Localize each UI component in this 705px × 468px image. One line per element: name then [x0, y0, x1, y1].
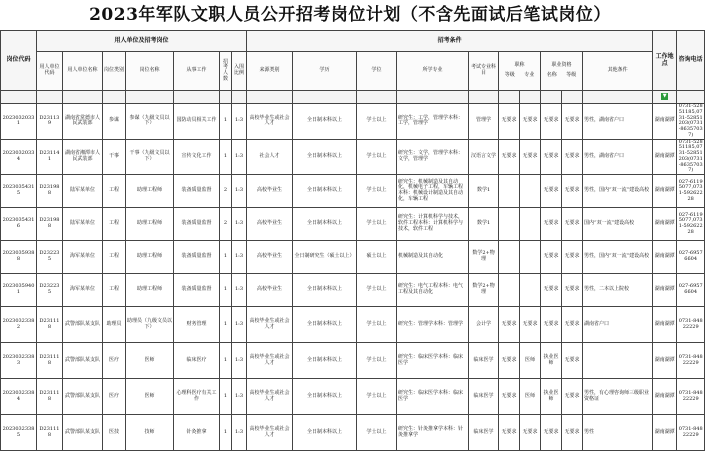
qual-grade-cell: 无要求	[562, 208, 583, 241]
post-class-cell: 参谋	[103, 104, 126, 140]
major-cell: 机械制造及其自动化	[397, 241, 469, 274]
title-major-cell	[520, 274, 541, 307]
header-work-location: 工作地点	[653, 31, 677, 91]
filter-cell-code	[1, 91, 37, 104]
work-content-cell: 装备质量监督	[174, 241, 220, 274]
work-content-cell: 装备质量监督	[174, 274, 220, 307]
unit-name-cell: 海军某单位	[63, 241, 103, 274]
table-row	[1, 343, 705, 379]
unit-name-cell: 陆军某单位	[63, 208, 103, 241]
title-level-cell: 无要求	[499, 139, 520, 175]
post-name-cell: 助理工程师	[126, 208, 174, 241]
filter-cell	[247, 91, 293, 104]
unit-code-cell: D231141	[37, 139, 63, 175]
post-name-cell: 助理工程师	[126, 241, 174, 274]
header-other: 其他条件	[583, 52, 653, 91]
header-recruit-count: 招考人数	[220, 52, 232, 91]
post-class-cell: 医疗	[103, 379, 126, 415]
header-degree: 学位	[357, 52, 397, 91]
source-cell: 高校毕业生或社会人才	[247, 415, 293, 451]
recruit-count-cell: 1	[220, 343, 232, 379]
post-class-cell: 医疗	[103, 343, 126, 379]
post-code-cell: 20230323385	[1, 415, 37, 451]
header-unit-group: 用人单位及招考岗位	[37, 31, 247, 52]
filter-cell	[677, 91, 705, 104]
title-level-cell: 无要求	[499, 104, 520, 140]
qual-grade-cell: 无要求	[562, 379, 583, 415]
header-post-name: 岗位名称	[126, 52, 174, 91]
qual-grade-cell: 无要求	[562, 343, 583, 379]
degree-cell: 硕士以上	[357, 241, 397, 274]
post-code-cell: 20230359388	[1, 241, 37, 274]
post-code-cell: 20230323382	[1, 307, 37, 343]
location-cell: 湖南湖潭	[653, 104, 677, 140]
location-cell: 湖南湖潭	[653, 307, 677, 343]
work-content-cell: 针灸推拿	[174, 415, 220, 451]
education-cell: 全日制本科以上	[293, 104, 357, 140]
title-major-cell: 无要求	[520, 104, 541, 140]
header-work-content: 从事工作	[174, 52, 220, 91]
title-level-cell	[499, 208, 520, 241]
qual-name-cell: 无要求	[541, 415, 562, 451]
title-major-cell: 无要求	[520, 307, 541, 343]
source-cell: 高校毕业生或社会人才	[247, 104, 293, 140]
source-cell: 高校毕业生	[247, 208, 293, 241]
post-name-cell: 助理员（九级文员以下）	[126, 307, 174, 343]
recruitment-table	[0, 30, 705, 451]
header-title-group	[499, 52, 541, 91]
unit-code-cell: D231118	[37, 415, 63, 451]
degree-cell: 学士以上	[357, 139, 397, 175]
table-row	[1, 274, 705, 307]
recruit-count-cell: 1	[220, 379, 232, 415]
table-row	[1, 208, 705, 241]
work-content-cell: 装备质量监督	[174, 175, 220, 208]
unit-name-cell: 湖南省湘潭市人民武装部	[63, 139, 103, 175]
header-exam-group: 招考条件	[247, 31, 653, 52]
filter-cell	[103, 91, 126, 104]
location-cell: 湖南湖潭	[653, 274, 677, 307]
phone-cell: 0731-84822229	[677, 415, 705, 451]
unit-name-cell: 陆军某单位	[63, 175, 103, 208]
qual-grade-cell: 无要求	[562, 415, 583, 451]
phone-cell: 0731-52851185,0731-52851203(0731-86357037)	[678, 103, 703, 138]
qual-grade-cell: 无要求	[562, 274, 583, 307]
filter-cell-location	[653, 91, 677, 104]
title-level-cell	[499, 274, 520, 307]
header-post-class: 岗位类别	[103, 52, 126, 91]
post-name-cell: 干事（九级文员以下）	[126, 139, 174, 175]
recruit-count-cell: 1	[220, 307, 232, 343]
education-cell: 全日制本科以上	[293, 307, 357, 343]
post-code-cell: 20230354316	[1, 208, 37, 241]
phone-cell: 0731-52851185,0731-52851203(0731-86357037)	[678, 138, 703, 174]
recruit-count-cell: 1	[220, 274, 232, 307]
header-qual-name: 名称	[546, 72, 557, 78]
title-level-cell: 无要求	[499, 415, 520, 451]
post-name-cell: 助理工程师	[126, 274, 174, 307]
degree-cell: 学士以上	[357, 307, 397, 343]
source-cell: 高校毕业生或社会人才	[247, 343, 293, 379]
exam-subject-cell: 数学1	[469, 208, 499, 241]
filter-row	[1, 91, 705, 104]
major-cell: 研究生：临床医学本科：临床医学	[397, 343, 469, 379]
unit-name-cell: 武警部队某支队	[63, 379, 103, 415]
title-major-cell: 无要求	[520, 139, 541, 175]
title-level-cell: 无要求	[499, 307, 520, 343]
header-unit-code: 用人单位代码	[37, 52, 63, 91]
filter-cell	[293, 91, 357, 104]
work-content-cell: 国防动员相关工作	[174, 104, 220, 140]
header-interview-ratio: 入围比例	[232, 52, 247, 91]
phone-cell: 027-69576604	[677, 274, 705, 307]
ratio-cell: 1:3	[232, 415, 247, 451]
degree-cell: 学士以上	[357, 175, 397, 208]
qual-grade-cell: 无要求	[562, 241, 583, 274]
major-cell: 研究生：文学，管理学本科：文学，管理学	[397, 139, 469, 175]
work-content-cell: 临床医疗	[174, 343, 220, 379]
degree-cell: 学士以上	[357, 104, 397, 140]
education-cell: 全日制本科以上	[293, 274, 357, 307]
major-cell: 研究生：针灸推拿学本科：针灸推拿学	[397, 415, 469, 451]
filter-cell	[397, 91, 469, 104]
filter-cell	[562, 91, 583, 104]
qual-name-cell: 无要求	[541, 241, 562, 274]
other-cell: 男性，有心理咨询师三级职业资格证	[583, 379, 653, 415]
degree-cell: 学士以上	[357, 208, 397, 241]
post-code-cell: 20230323383	[1, 343, 37, 379]
exam-subject-cell: 数学2+物理	[469, 241, 499, 274]
unit-code-cell: D231988	[37, 175, 63, 208]
title-level-cell	[499, 241, 520, 274]
table-row	[1, 415, 705, 451]
source-cell: 高校毕业生	[247, 175, 293, 208]
major-cell: 研究生：机械制造及其自动化，机械电子工程，车辆工程本科：机械设计制造及其自动化，车辆工程	[397, 175, 469, 208]
ratio-cell: 1:3	[232, 343, 247, 379]
unit-name-cell: 海军某单位	[63, 274, 103, 307]
unit-name-cell: 武警部队某支队	[63, 415, 103, 451]
post-name-cell: 技师	[126, 415, 174, 451]
exam-subject-cell: 临床医学	[469, 415, 499, 451]
post-code-cell: 20230320334	[1, 139, 37, 175]
exam-subject-cell: 临床医学	[469, 343, 499, 379]
qual-name-cell: 无要求	[541, 104, 562, 140]
title-major-cell	[520, 175, 541, 208]
post-name-cell: 医师	[126, 379, 174, 415]
exam-subject-cell: 临床医学	[469, 379, 499, 415]
title-major-cell	[520, 241, 541, 274]
post-code-cell: 20230354315	[1, 175, 37, 208]
header-row-fields	[1, 52, 705, 91]
education-cell: 全日制本科以上	[293, 415, 357, 451]
title-major-cell: 无要求	[520, 415, 541, 451]
table-row	[1, 379, 705, 415]
location-cell: 湖南湖潭	[653, 343, 677, 379]
title-major-cell	[520, 208, 541, 241]
page-title: 2023年军队文职人员公开招考岗位计划（不含先面试后笔试岗位）	[89, 5, 611, 25]
major-cell: 研究生：电气工程本科：电气工程及其自动化	[397, 274, 469, 307]
filter-cell	[357, 91, 397, 104]
phone-cell: 0731-84822229	[677, 379, 705, 415]
header-source: 来源类别	[247, 52, 293, 91]
source-cell: 高校毕业生或社会人才	[247, 379, 293, 415]
education-cell: 全日制本科以上	[293, 139, 357, 175]
unit-code-cell: D232235	[37, 241, 63, 274]
exam-subject-cell: 会计学	[469, 307, 499, 343]
title-major-cell: 医师	[520, 379, 541, 415]
post-class-cell: 干事	[103, 139, 126, 175]
unit-code-cell: D231139	[37, 104, 63, 140]
work-content-cell: 宣传文化工作	[174, 139, 220, 175]
unit-code-cell: D231118	[37, 343, 63, 379]
phone-cell: 027-61195077,0731-59262228	[677, 208, 705, 241]
filter-cell	[541, 91, 562, 104]
education-cell: 全日制研究生（硕士以上）	[293, 241, 357, 274]
major-cell: 研究生：计算机科学与技术，软件工程本科：计算机科学与技术，软件工程	[397, 208, 469, 241]
other-cell	[583, 343, 653, 379]
title-major-cell: 医师	[520, 343, 541, 379]
qual-name-cell: 无要求	[541, 274, 562, 307]
qual-name-cell: 无要求	[541, 307, 562, 343]
other-cell: 男性，国内“双一流”建设高校	[583, 241, 653, 274]
recruit-count-cell: 1	[220, 139, 232, 175]
source-cell: 社会人才	[247, 139, 293, 175]
header-post-code: 岗位代码	[1, 31, 37, 91]
header-contact-phone: 咨询电话	[677, 31, 705, 91]
recruit-count-cell: 1	[220, 104, 232, 140]
degree-cell: 学士以上	[357, 415, 397, 451]
table-body	[1, 104, 705, 451]
location-cell: 湖南湖潭	[653, 415, 677, 451]
header-qual-group	[541, 52, 583, 91]
table-row	[1, 307, 705, 343]
ratio-cell: 1:3	[232, 104, 247, 140]
qual-grade-cell: 无要求	[562, 175, 583, 208]
post-code-cell: 20230359401	[1, 274, 37, 307]
header-title-level: 等级	[504, 72, 515, 78]
qual-name-cell: 执业医师	[541, 343, 562, 379]
post-name-cell: 参谋（九级文员以下）	[126, 104, 174, 140]
filter-cell	[520, 91, 541, 104]
other-cell: 男性，国内“双一流”建设高校	[583, 175, 653, 208]
table-row	[1, 104, 705, 140]
header-unit-name: 用人单位名称	[63, 52, 103, 91]
title-level-cell: 无要求	[499, 343, 520, 379]
unit-code-cell: D232235	[37, 274, 63, 307]
unit-name-cell: 武警部队某支队	[63, 307, 103, 343]
filter-cell	[469, 91, 499, 104]
phone-cell: 0731-84822229	[677, 307, 705, 343]
table-row	[1, 241, 705, 274]
recruit-count-cell: 1	[220, 241, 232, 274]
recruit-count-cell: 1	[220, 415, 232, 451]
phone-cell: 027-61195077,0731-59262228	[677, 175, 705, 208]
qual-grade-cell: 无要求	[562, 104, 583, 140]
header-row-groups	[1, 31, 705, 52]
source-cell: 高校毕业生	[247, 274, 293, 307]
ratio-cell: 1:3	[232, 208, 247, 241]
filter-cell	[37, 91, 63, 104]
major-cell: 研究生：工学，管理学本科：工学，管理学	[397, 104, 469, 140]
ratio-cell: 1:3	[232, 175, 247, 208]
work-content-cell: 心理科医疗有关工作	[174, 379, 220, 415]
ratio-cell: 1:3	[232, 241, 247, 274]
degree-cell: 学士以上	[357, 343, 397, 379]
other-cell: 湖南省户口	[583, 307, 653, 343]
post-class-cell: 工程	[103, 208, 126, 241]
filter-cell	[232, 91, 247, 104]
header-education: 学历	[293, 52, 357, 91]
source-cell: 高校毕业生	[247, 241, 293, 274]
exam-subject-cell: 数学2+物理	[469, 274, 499, 307]
unit-name-cell: 湖南省常德市人民武装部	[63, 104, 103, 140]
exam-subject-cell: 管理学	[469, 104, 499, 140]
filter-cell	[220, 91, 232, 104]
unit-name-cell: 武警部队某支队	[63, 343, 103, 379]
header-major: 所学专业	[397, 52, 469, 91]
post-code-cell: 20230323384	[1, 379, 37, 415]
filter-cell	[63, 91, 103, 104]
header-title-label: 职称	[514, 62, 525, 69]
education-cell: 全日制本科以上	[293, 343, 357, 379]
education-cell: 全日制本科以上	[293, 208, 357, 241]
unit-code-cell: D231988	[37, 208, 63, 241]
other-cell: 国内“双一流”建设高校	[583, 208, 653, 241]
ratio-cell: 1:3	[232, 307, 247, 343]
table-row	[1, 139, 705, 175]
location-cell: 湖南湖潭	[653, 241, 677, 274]
work-content-cell: 装备质量监督	[174, 208, 220, 241]
work-content-cell: 财务管理	[174, 307, 220, 343]
qual-grade-cell: 无要求	[562, 307, 583, 343]
unit-code-cell: D231118	[37, 379, 63, 415]
exam-subject-cell: 数学1	[469, 175, 499, 208]
unit-code-cell: D231118	[37, 307, 63, 343]
filter-cell	[126, 91, 174, 104]
other-cell: 男性，二本以上院校	[583, 274, 653, 307]
qual-name-cell: 执业医师	[541, 379, 562, 415]
header-qual-grade: 等级	[566, 72, 577, 78]
degree-cell: 学士以上	[357, 379, 397, 415]
location-cell: 湖南湖潭	[653, 208, 677, 241]
education-cell: 全日制本科以上	[293, 379, 357, 415]
qual-name-cell: 无要求	[541, 175, 562, 208]
post-class-cell: 工程	[103, 274, 126, 307]
table-row	[1, 175, 705, 208]
title-level-cell	[499, 175, 520, 208]
other-cell: 男性，湖南省户口	[583, 139, 653, 175]
recruit-count-cell: 2	[220, 208, 232, 241]
title-level-cell: 无要求	[499, 379, 520, 415]
post-class-cell: 工程	[103, 241, 126, 274]
qual-grade-cell: 无要求	[562, 139, 583, 175]
post-name-cell: 助理工程师	[126, 175, 174, 208]
qual-name-cell: 无要求	[541, 208, 562, 241]
phone-cell: 0731-84822229	[677, 343, 705, 379]
post-class-cell: 医技	[103, 415, 126, 451]
degree-cell: 学士以上	[357, 274, 397, 307]
exam-subject-cell: 汉语言文学	[469, 139, 499, 175]
ratio-cell: 1:3	[232, 139, 247, 175]
header-qual-label: 职业资格	[551, 62, 572, 69]
location-cell: 湖南湖潭	[653, 379, 677, 415]
other-cell: 男性	[583, 415, 653, 451]
major-cell: 研究生：管理学本科：管理学	[397, 307, 469, 343]
post-class-cell: 助理员	[103, 307, 126, 343]
filter-cell	[174, 91, 220, 104]
other-cell: 男性，湖南省户口	[583, 104, 653, 140]
source-cell: 高校毕业生或社会人才	[247, 307, 293, 343]
header-exam-subject: 考试专业科目	[469, 52, 499, 91]
post-code-cell: 20230320331	[1, 104, 37, 140]
ratio-cell: 1:3	[232, 274, 247, 307]
recruit-count-cell: 2	[220, 175, 232, 208]
post-class-cell: 工程	[103, 175, 126, 208]
filter-dropdown-icon[interactable]: ▼	[662, 93, 667, 100]
location-cell: 湖南湖潭	[653, 139, 677, 175]
filter-cell	[499, 91, 520, 104]
ratio-cell: 1:3	[232, 379, 247, 415]
phone-cell: 027-69576604	[677, 241, 705, 274]
filter-cell	[583, 91, 653, 104]
education-cell: 全日制本科以上	[293, 175, 357, 208]
major-cell: 研究生：临床医学本科：临床医学	[397, 379, 469, 415]
header-title-major: 专业	[524, 72, 535, 78]
post-name-cell: 医师	[126, 343, 174, 379]
location-cell: 湖南湖潭	[653, 175, 677, 208]
qual-name-cell: 无要求	[541, 139, 562, 175]
